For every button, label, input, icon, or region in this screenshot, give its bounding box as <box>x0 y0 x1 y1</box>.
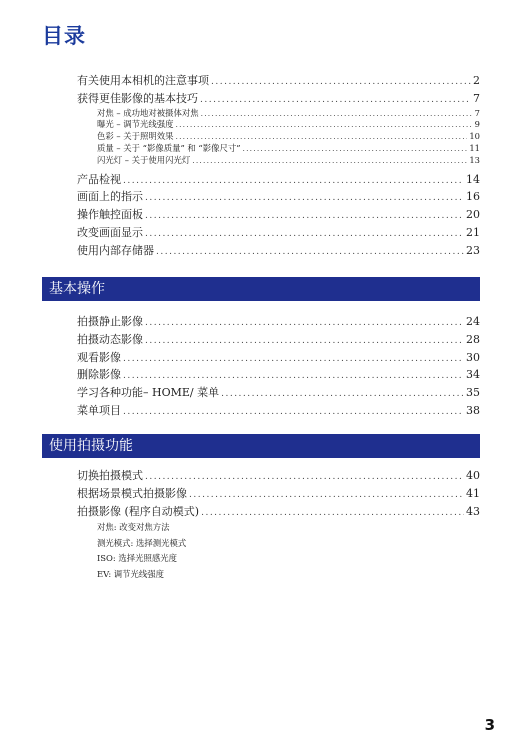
toc-subtopic[interactable]: ISO: 选择光照感光度 <box>97 553 178 564</box>
toc-entry-label: 拍摄静止影像 <box>77 315 143 328</box>
toc-entry-page: 30 <box>466 350 480 364</box>
toc-entry[interactable] <box>77 503 480 521</box>
toc-entry-page: 28 <box>466 332 480 346</box>
toc-entry[interactable] <box>77 331 480 349</box>
toc-subentry-label: 闪光灯 – 关于使用闪光灯 <box>97 154 191 165</box>
toc-entry-label: 学习各种功能– HOME/ 菜单 <box>77 386 220 400</box>
toc-entry[interactable] <box>77 171 480 189</box>
toc-subentry-label: 质量 – 关于 “影像质量” 和 “影像尺寸” <box>97 142 241 153</box>
toc-subentry[interactable] <box>77 108 480 120</box>
page-number: 3 <box>484 716 495 734</box>
toc-entry[interactable] <box>77 349 480 367</box>
toc-entry-page: 7 <box>473 91 480 105</box>
toc-entry[interactable] <box>77 90 480 108</box>
toc-subentry[interactable] <box>77 143 480 155</box>
toc-entry[interactable] <box>77 384 480 402</box>
toc-entry[interactable] <box>77 366 480 384</box>
toc-subentry[interactable] <box>77 131 480 143</box>
toc-subentry[interactable] <box>77 119 480 131</box>
toc-entry-label: 拍摄动态影像 <box>77 332 143 346</box>
toc-entry-label: 有关使用本相机的注意事项 <box>77 74 209 87</box>
toc-entry[interactable] <box>77 313 480 331</box>
toc-section-basic-operations <box>77 313 480 420</box>
toc-subentry-page: 7 <box>474 107 480 118</box>
toc-entry-label: 画面上的指示 <box>77 190 143 204</box>
toc-entry[interactable] <box>77 206 480 224</box>
toc-section-general <box>77 72 480 260</box>
toc-subtopic[interactable]: 测光模式: 选择测光模式 <box>97 537 187 548</box>
toc-subentry-label: 色彩 – 关于照明效果 <box>97 131 174 142</box>
toc-entry-page: 20 <box>466 208 480 222</box>
toc-entry-page: 35 <box>466 386 480 400</box>
toc-entry-page: 21 <box>466 225 480 239</box>
toc-entry-label: 使用内部存储器 <box>77 243 154 257</box>
toc-subentry-page: 13 <box>469 154 480 165</box>
toc-entry-label: 获得更佳影像的基本技巧 <box>77 91 198 105</box>
toc-entry[interactable] <box>77 188 480 206</box>
toc-entry-page: 43 <box>466 504 480 518</box>
toc-subentry-label: 对焦 – 成功地对被摄体对焦 <box>97 107 199 118</box>
toc-subentry[interactable] <box>77 155 480 167</box>
toc-entry-label: 观看影像 <box>77 350 121 364</box>
toc-entry-label: 拍摄影像 (程序自动模式) <box>77 504 200 518</box>
toc-entry-page: 41 <box>466 486 480 500</box>
toc-entry-label: 删除影像 <box>77 368 121 382</box>
toc-entry-page: 2 <box>473 74 480 87</box>
toc-subentry-page: 11 <box>469 142 480 153</box>
toc-subentry-page: 9 <box>474 119 480 130</box>
toc-entry-label: 切换拍摄模式 <box>77 469 143 482</box>
toc-entry-label: 根据场景模式拍摄影像 <box>77 486 187 500</box>
toc-entry-label: 菜单项目 <box>77 403 121 417</box>
toc-subtopic[interactable]: EV: 调节光线强度 <box>97 568 165 579</box>
toc-entry[interactable] <box>77 402 480 420</box>
toc-entry-page: 23 <box>466 243 480 257</box>
toc-entry-label: 产品检视 <box>77 172 121 186</box>
section-header-basic-operations: 基本操作 <box>42 277 480 301</box>
toc-entry-page: 34 <box>466 368 480 382</box>
toc-entry[interactable] <box>77 467 480 485</box>
toc-entry-label: 操作触控面板 <box>77 208 143 222</box>
toc-entry-page: 24 <box>466 315 480 328</box>
toc-entry[interactable] <box>77 224 480 242</box>
toc-entry[interactable] <box>77 72 480 90</box>
toc-entry-page: 14 <box>466 172 480 186</box>
section-header-shooting-functions: 使用拍摄功能 <box>42 434 480 458</box>
toc-section-shooting-functions <box>77 467 480 582</box>
toc-entry-label: 改变画面显示 <box>77 225 143 239</box>
toc-entry-page: 40 <box>466 469 480 482</box>
toc-subentry-label: 曝光 – 调节光线强度 <box>97 119 174 130</box>
toc-entry-page: 38 <box>466 403 480 417</box>
page-title: 目录 <box>42 24 86 48</box>
toc-subtopic[interactable]: 对焦: 改变对焦方法 <box>97 522 170 533</box>
toc-entry[interactable] <box>77 242 480 260</box>
toc-subentry-page: 10 <box>469 131 480 142</box>
toc-entry[interactable] <box>77 485 480 503</box>
toc-entry-page: 16 <box>466 190 480 204</box>
